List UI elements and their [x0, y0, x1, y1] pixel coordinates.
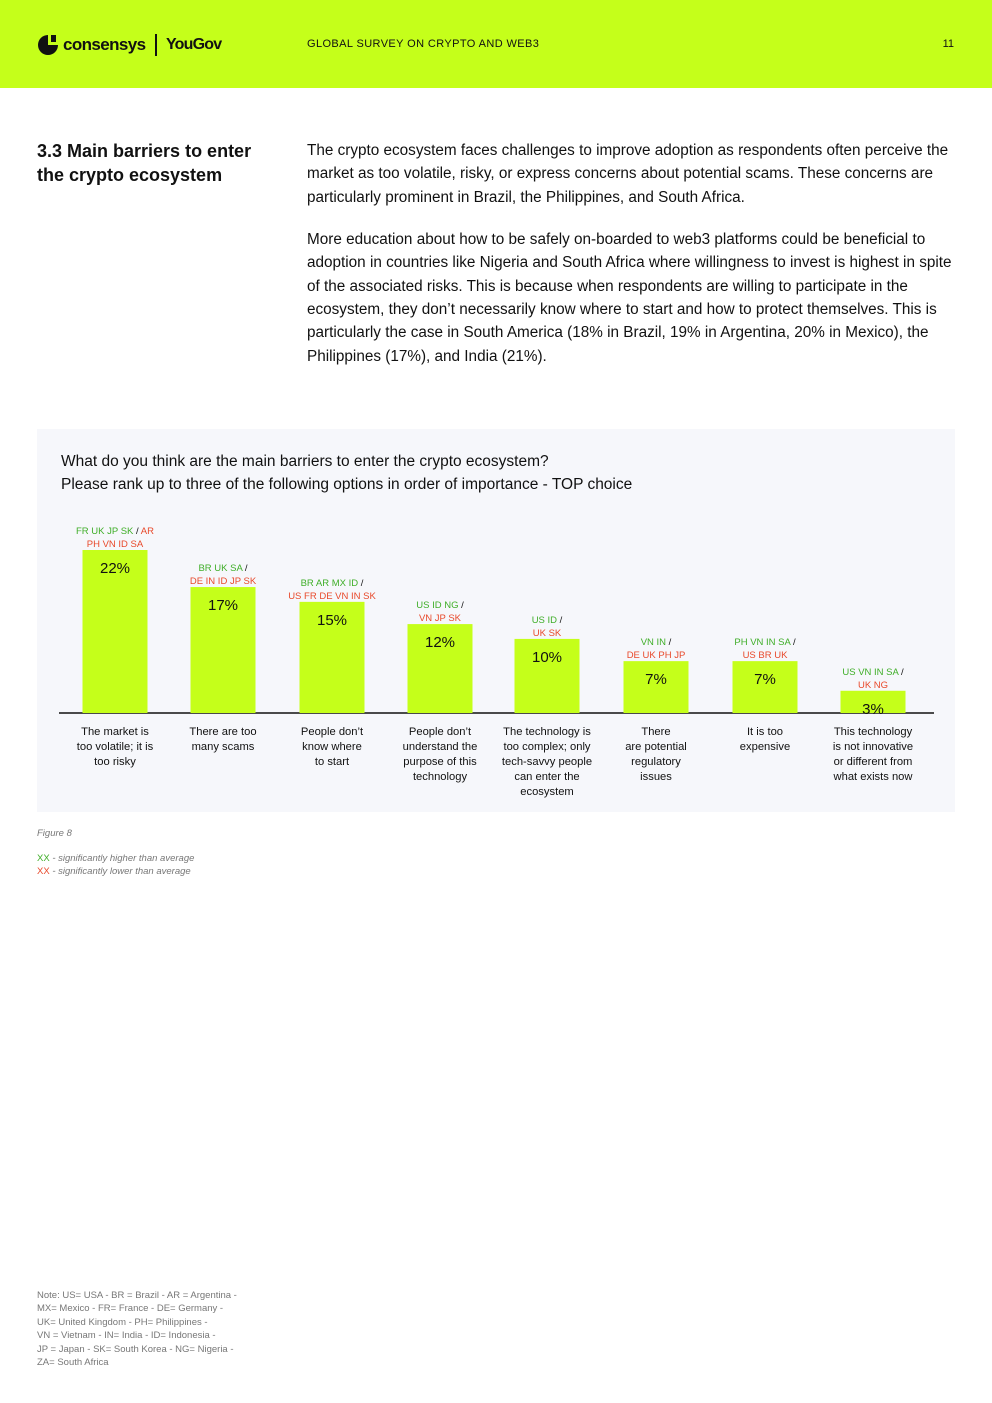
category-label: tech-savvy people: [501, 756, 593, 768]
category-label: It is too: [746, 726, 784, 738]
figure-caption: Figure 8: [37, 828, 72, 839]
document-title: GLOBAL SURVEY ON CRYPTO AND WEB3: [307, 38, 540, 50]
note-line: ZA= South Africa: [37, 1357, 109, 1369]
logo-group: [37, 34, 221, 56]
bar-value-label: 15%: [316, 611, 348, 629]
higher-countries: BR AR MX ID: [300, 577, 359, 589]
note-line: MX= Mexico - FR= France - DE= Germany -: [37, 1303, 224, 1315]
category-label: what exists now: [833, 771, 913, 783]
category-label: People don’t: [408, 726, 472, 738]
bar-value-label: 10%: [531, 648, 563, 666]
annotation-separator: /: [458, 600, 464, 612]
page-header: [0, 0, 992, 88]
section-body: [307, 139, 952, 387]
chart-title: What do you think are the main barriers to enter the crypto ecosystem?: [61, 453, 549, 470]
significance-annotation: [641, 637, 672, 648]
annotation-separator: /: [358, 577, 364, 589]
bar-value-label: 7%: [645, 671, 667, 689]
category-label: many scams: [191, 741, 255, 753]
country-code-note: [37, 1289, 267, 1369]
note-line: Note: US= USA - BR = Brazil - AR = Argentina -: [37, 1290, 237, 1301]
lower-countries: UK SK: [532, 627, 562, 639]
category-label: too complex; only: [503, 741, 591, 753]
bar-chart: [37, 429, 955, 812]
brand-secondary: YouGov: [165, 36, 222, 53]
category-label: technology: [412, 771, 468, 783]
lower-countries: VN JP SK: [418, 613, 462, 625]
category-label: to start: [314, 756, 350, 768]
significance-annotation: [301, 578, 364, 589]
bar-value-label: 3%: [862, 700, 884, 718]
bar-value-label: 7%: [754, 671, 776, 689]
bar-value-label: 22%: [99, 560, 131, 577]
annotation-separator: /: [242, 563, 248, 575]
higher-countries: BR UK SA: [198, 563, 243, 575]
brand-primary: consensys: [63, 35, 146, 54]
significance-annotation: [734, 637, 796, 648]
category-label: too risky: [94, 756, 136, 768]
annotation-separator: /: [557, 614, 563, 626]
lower-countries: US FR DE VN IN SK: [288, 590, 376, 602]
category-label: too volatile; it is: [76, 741, 154, 753]
significance-annotation: [76, 526, 154, 537]
legend-lower: [37, 865, 194, 878]
category-label: or different from: [833, 756, 913, 768]
lower-countries: DE IN ID JP SK: [189, 576, 257, 588]
paragraph: The crypto ecosystem faces challenges to improve adoption as respondents often perceive the market as too volatile, risky, or express concerns about potential scams. These concerns are particularly prominent in Brazil, the Philippines, and South Africa.: [307, 142, 949, 206]
legend-lower-text: - significantly lower than average: [49, 866, 191, 877]
significance-annotation: [842, 667, 904, 678]
annotation-separator: /: [898, 666, 904, 678]
legend-higher-marker: XX: [37, 853, 50, 864]
lower-countries: DE UK PH JP: [626, 650, 686, 662]
note-line: JP = Japan - SK= South Korea - NG= Nigeria -: [37, 1343, 234, 1355]
significance-annotation: [198, 563, 247, 574]
category-label: There: [641, 726, 671, 738]
lower-countries-part: PH VN ID SA: [86, 539, 144, 550]
category-label: is not innovative: [832, 741, 914, 753]
category-label: ecosystem: [520, 786, 574, 798]
lower-countries: UK NG: [857, 679, 889, 691]
category-label: understand the: [402, 741, 478, 753]
category-label: The technology is: [503, 726, 591, 738]
lower-countries-part: AR: [140, 526, 154, 537]
category-label: can enter the: [514, 771, 580, 783]
legend-lower-marker: XX: [37, 866, 50, 877]
annotation-separator: /: [666, 637, 672, 649]
note-line: UK= United Kingdom - PH= Philippines -: [37, 1316, 208, 1328]
higher-countries: VN IN: [640, 637, 667, 649]
logo-divider: [155, 34, 157, 56]
higher-countries: US VN IN SA: [842, 666, 899, 678]
note-line: VN = Vietnam - IN= India - ID= Indonesia -: [37, 1330, 216, 1342]
category-label: The market is: [81, 726, 149, 738]
category-label: issues: [640, 771, 672, 783]
bar-value-label: 12%: [424, 634, 456, 652]
category-label: are potential: [625, 741, 687, 753]
higher-countries: PH VN IN SA: [734, 637, 791, 649]
category-label: There are too: [189, 726, 257, 738]
category-label: regulatory: [631, 756, 681, 768]
chart-panel: [37, 429, 955, 812]
higher-countries: US ID: [531, 614, 558, 626]
category-label: This technology: [833, 726, 913, 738]
paragraph: More education about how to be safely on-boarded to web3 platforms could be beneficial to adoption in countries like Nigeria and South Africa where willingness to invest is highest in spite of the associated risks. This is because when respondents are willing to participate in the ecosystem, they don’t necessarily know where to start and how to protect themselves. This is particularly the case in South America (18% in Brazil, 19% in Argentina, 20% in Mexico), the Philippines (17%), and India (21%).: [307, 230, 952, 365]
section-title: 3.3 Main barriers to enter the crypto ecosystem: [37, 141, 252, 185]
significance-annotation: [532, 615, 563, 626]
annotation-separator: /: [133, 526, 141, 537]
category-label: expensive: [739, 741, 791, 753]
category-label: purpose of this: [403, 756, 477, 768]
consensys-logo-icon: [37, 34, 59, 56]
lower-countries: US BR UK: [742, 650, 788, 662]
category-label: People don’t: [300, 726, 364, 738]
chart-subtitle: Please rank up to three of the following options in order of importance - TOP choice: [61, 476, 633, 493]
significance-annotation: [416, 600, 464, 611]
legend-higher: [37, 852, 194, 865]
significance-legend: [37, 852, 194, 878]
category-label: know where: [302, 741, 362, 753]
higher-countries: FR UK JP SK: [76, 526, 134, 537]
bar-value-label: 17%: [207, 597, 239, 615]
annotation-separator: /: [790, 637, 796, 649]
higher-countries: US ID NG: [416, 600, 459, 612]
page-number: 11: [942, 38, 954, 50]
legend-higher-text: - significantly higher than average: [49, 853, 195, 864]
